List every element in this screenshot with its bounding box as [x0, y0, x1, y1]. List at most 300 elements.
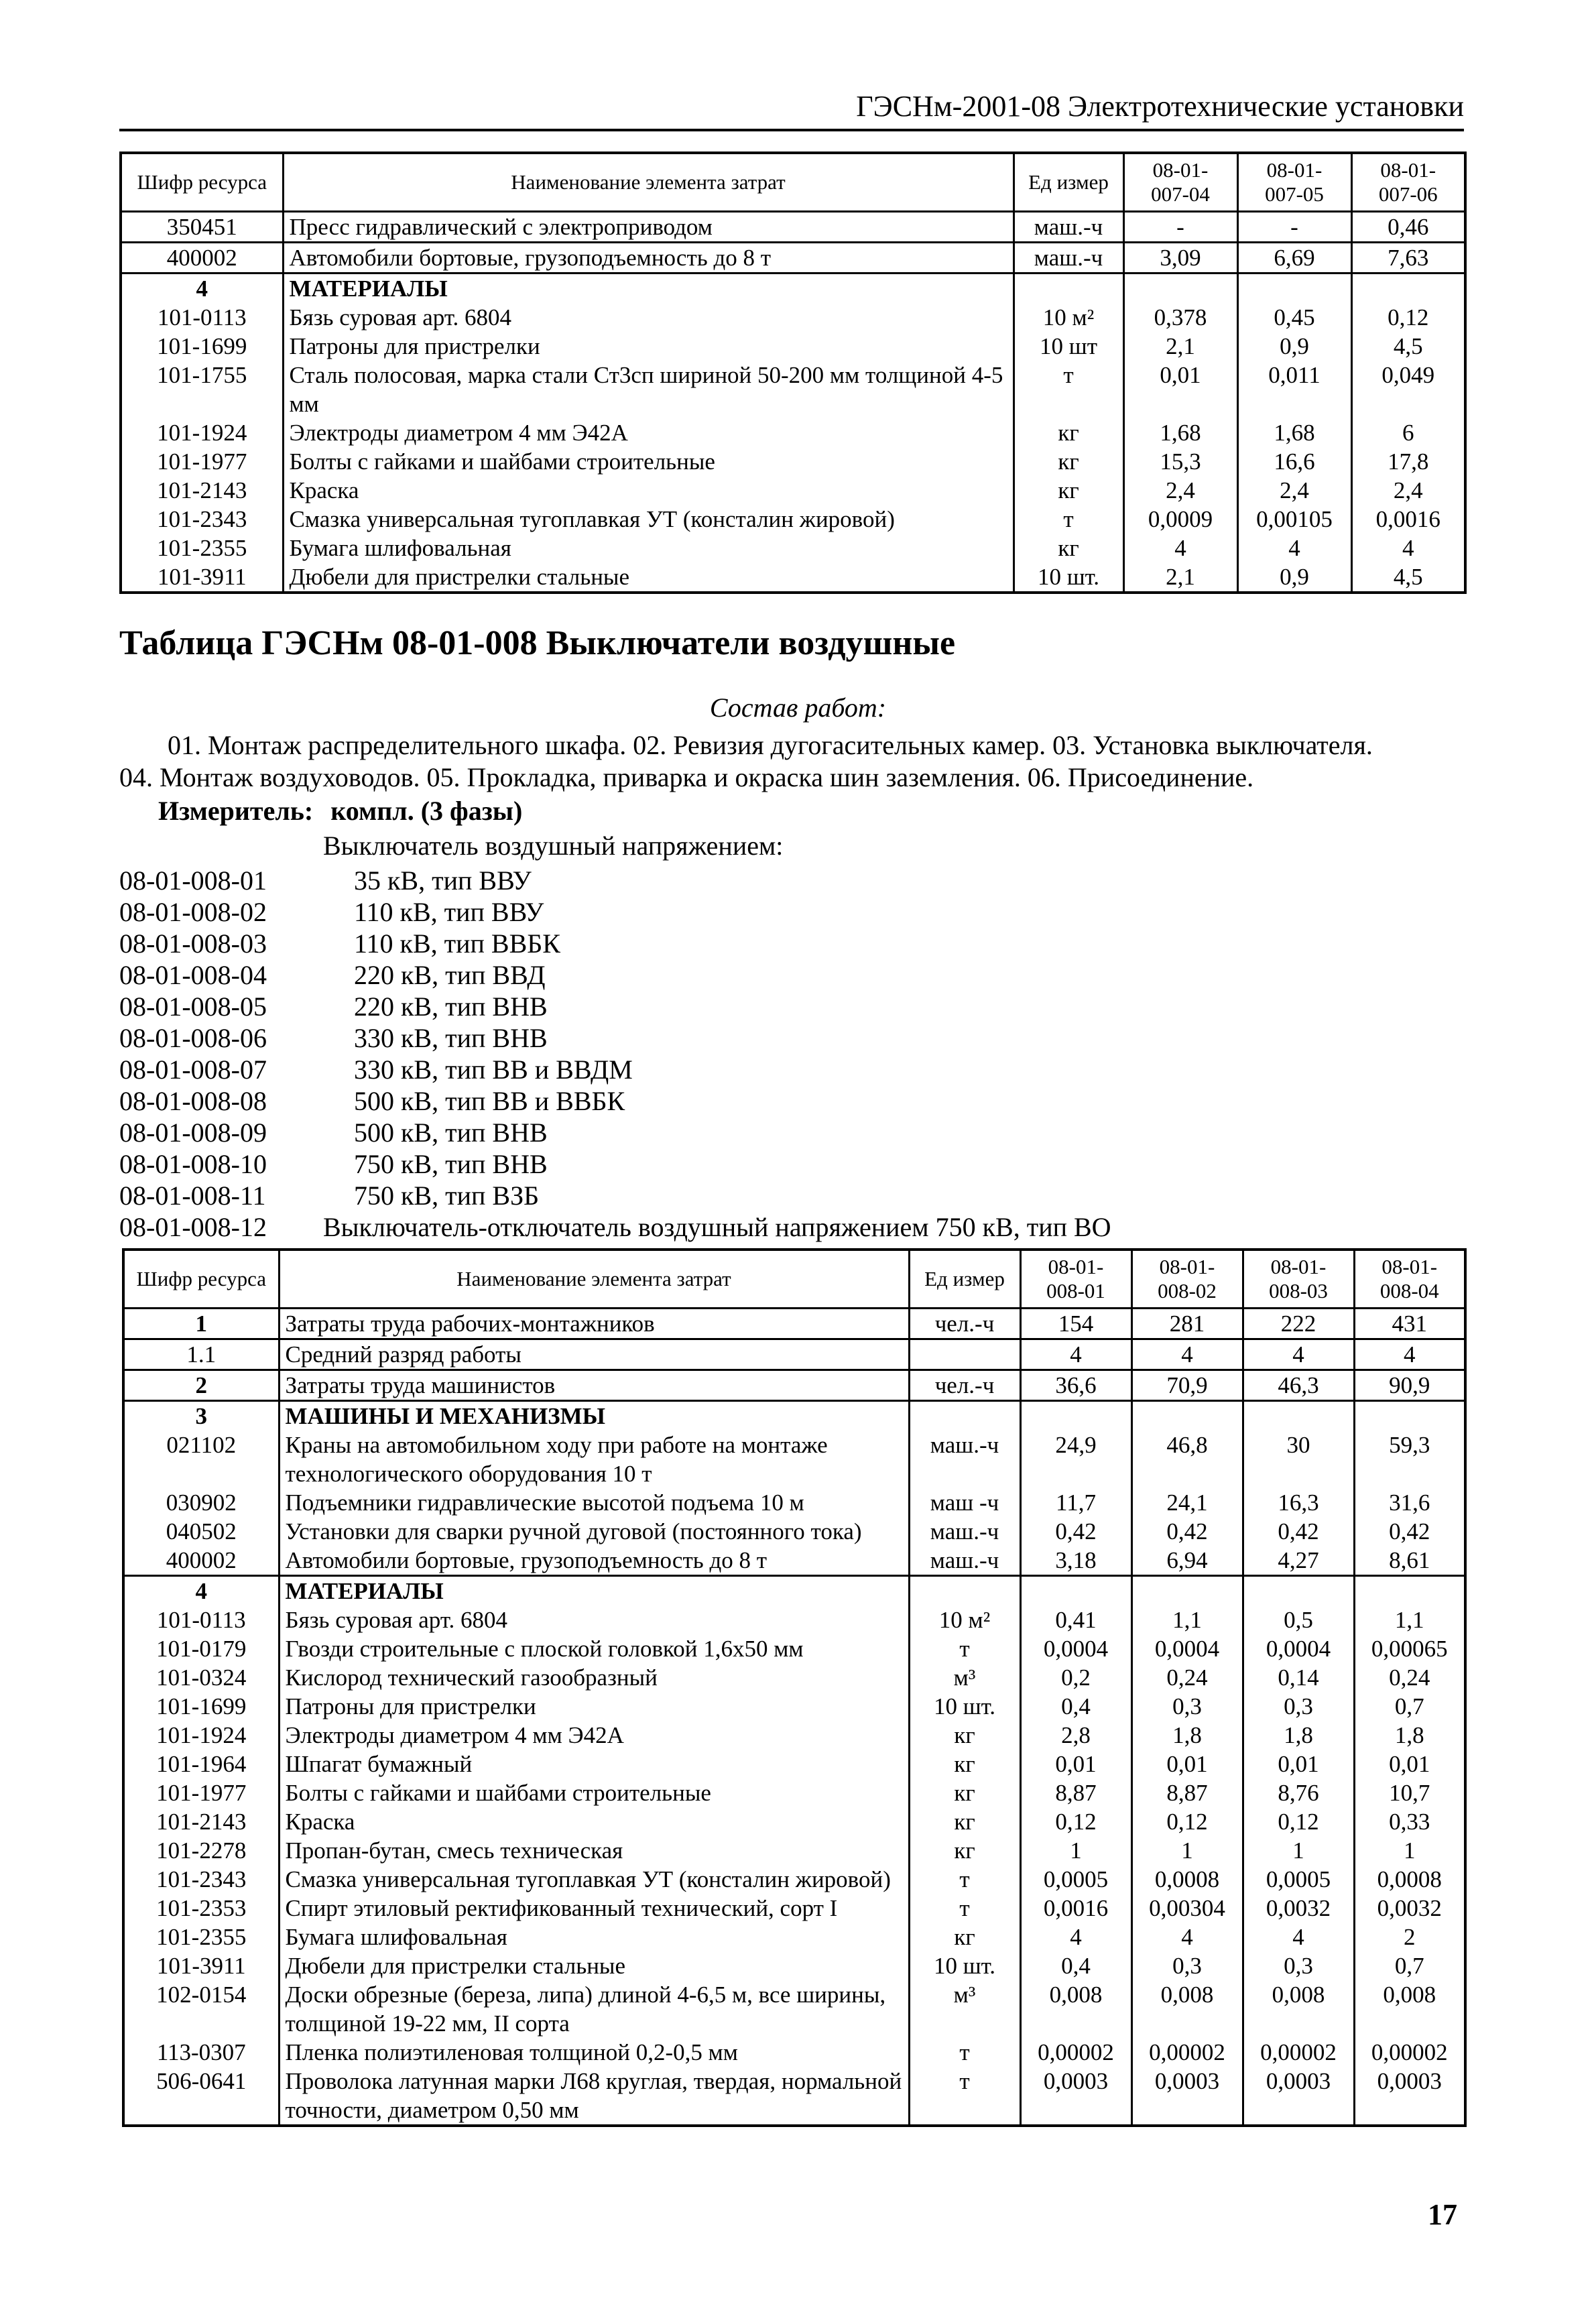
resource-code: 3 — [123, 1401, 279, 1431]
unit-cell: кг — [909, 1778, 1020, 1807]
value-cell — [1351, 274, 1465, 304]
value-cell: 0,9 — [1237, 562, 1351, 593]
cost-item-name: Проволока латунная марки Л68 круглая, твердая, нормальной точности, диаметром 0,50 мм — [279, 2067, 909, 2126]
table-row — [123, 1431, 1465, 1488]
cost-item-name: Подъемники гидравлические высотой подъема 10 м — [279, 1488, 909, 1517]
unit-cell — [909, 1339, 1020, 1370]
table-row — [123, 1692, 1465, 1721]
resource-code: 030902 — [123, 1488, 279, 1517]
cost-item-name: Пропан-бутан, смесь техническая — [279, 1836, 909, 1865]
column-header: Наименование элемента затрат — [283, 153, 1014, 212]
section-heading: МАТЕРИАЛЫ — [279, 1576, 909, 1606]
value-cell: 6,69 — [1237, 243, 1351, 274]
variant-row — [119, 1022, 1326, 1054]
value-cell: 0,0032 — [1354, 1894, 1465, 1923]
variant-description: 330 кВ, тип ВВ и ВВДМ — [354, 1054, 633, 1085]
value-cell: 0,0004 — [1131, 1634, 1243, 1663]
cost-item-name: Пресс гидравлический с электроприводом — [283, 212, 1014, 243]
value-cell: 0,24 — [1131, 1663, 1243, 1692]
unit-cell: т — [909, 1894, 1020, 1923]
table-row — [123, 1309, 1465, 1339]
value-cell: 3,18 — [1020, 1546, 1131, 1576]
value-cell: 0,01 — [1354, 1750, 1465, 1778]
value-cell: 90,9 — [1354, 1370, 1465, 1401]
value-cell — [1243, 1401, 1354, 1431]
section-title: Таблица ГЭСНм 08-01-008 Выключатели воздушные — [119, 624, 956, 662]
value-cell — [1123, 274, 1237, 304]
work-composition-text: 01. Монтаж распределительного шкафа. 02. Ревизия дугогасительных камер. 03. Установка выключателя. — [168, 730, 1373, 760]
value-cell: 8,87 — [1131, 1778, 1243, 1807]
value-cell: 0,008 — [1020, 1980, 1131, 2038]
value-cell: 2,4 — [1351, 476, 1465, 505]
resource-code: 101-2143 — [123, 1807, 279, 1836]
resource-code: 101-1699 — [121, 332, 283, 361]
value-cell: 281 — [1131, 1309, 1243, 1339]
table-header-row — [121, 153, 1465, 212]
value-cell: 0,049 — [1351, 361, 1465, 418]
variant-row — [119, 1211, 1326, 1244]
variant-description: 750 кВ, тип ВНВ — [354, 1149, 548, 1179]
variant-row — [119, 896, 1326, 928]
table-row — [121, 476, 1465, 505]
value-cell: 0,14 — [1243, 1663, 1354, 1692]
unit-cell: 10 м² — [909, 1606, 1020, 1634]
table-row — [123, 1663, 1465, 1692]
meter-label: Измеритель: — [158, 796, 314, 826]
value-cell: 2,4 — [1123, 476, 1237, 505]
value-cell: 0,41 — [1020, 1606, 1131, 1634]
table-row — [123, 1951, 1465, 1980]
variant-description: 110 кВ, тип ВВБК — [354, 928, 560, 959]
resource-code: 101-1699 — [123, 1692, 279, 1721]
work-composition-text: 04. Монтаж воздуховодов. 05. Прокладка, приварка и окраска шин заземления. 06. Присоединение. — [119, 762, 1254, 792]
value-cell: 1 — [1020, 1836, 1131, 1865]
column-header: 08-01- 008-01 — [1020, 1250, 1131, 1309]
table-row — [121, 505, 1465, 534]
cost-item-name: Электроды диаметром 4 мм Э42А — [279, 1721, 909, 1750]
value-cell: 1 — [1243, 1836, 1354, 1865]
resource-code: 101-2355 — [123, 1923, 279, 1951]
resource-code: 4 — [121, 274, 283, 304]
unit-cell: кг — [909, 1807, 1020, 1836]
value-cell: 222 — [1243, 1309, 1354, 1339]
table-row — [121, 534, 1465, 562]
resource-code: 2 — [123, 1370, 279, 1401]
unit-cell: маш.-ч — [909, 1431, 1020, 1488]
value-cell: 1 — [1131, 1836, 1243, 1865]
table-row — [123, 1923, 1465, 1951]
value-cell: 0,12 — [1020, 1807, 1131, 1836]
resource-code: 101-1964 — [123, 1750, 279, 1778]
value-cell: 0,3 — [1243, 1951, 1354, 1980]
variant-row — [119, 1180, 1326, 1212]
value-cell: 59,3 — [1354, 1431, 1465, 1488]
value-cell: 30 — [1243, 1431, 1354, 1488]
value-cell: 0,00065 — [1354, 1634, 1465, 1663]
table-row — [121, 243, 1465, 274]
resource-code: 101-2343 — [121, 505, 283, 534]
unit-cell: маш.-ч — [909, 1546, 1020, 1576]
cost-item-name: Краска — [279, 1807, 909, 1836]
table-row — [123, 1370, 1465, 1401]
running-header-text: ГЭСНм-2001-08 Электротехнические установки — [856, 90, 1464, 123]
value-cell: 4 — [1354, 1339, 1465, 1370]
work-composition-title: Состав работ: — [709, 692, 887, 723]
unit-cell: кг — [1014, 476, 1123, 505]
unit-cell — [1014, 274, 1123, 304]
column-header: Наименование элемента затрат — [279, 1250, 909, 1309]
value-cell: 0,5 — [1243, 1606, 1354, 1634]
resource-code: 101-2278 — [123, 1836, 279, 1865]
table-row — [121, 274, 1465, 304]
value-cell: 0,0004 — [1020, 1634, 1131, 1663]
unit-cell: маш.-ч — [1014, 212, 1123, 243]
value-cell: 16,6 — [1237, 447, 1351, 476]
variant-code: 08-01-008-02 — [119, 897, 267, 927]
value-cell: 431 — [1354, 1309, 1465, 1339]
meter-value: компл. (3 фазы) — [330, 796, 523, 826]
value-cell: 24,1 — [1131, 1488, 1243, 1517]
value-cell: 0,24 — [1354, 1663, 1465, 1692]
cost-item-name: Шпагат бумажный — [279, 1750, 909, 1778]
variant-row — [119, 991, 1326, 1023]
value-cell: 4 — [1123, 534, 1237, 562]
resource-code: 101-0113 — [123, 1606, 279, 1634]
resource-code: 101-1977 — [121, 447, 283, 476]
resource-code: 101-2343 — [123, 1865, 279, 1894]
table-row — [123, 1836, 1465, 1865]
resource-code: 102-0154 — [123, 1980, 279, 2038]
table-row — [121, 562, 1465, 593]
column-header: Ед измер — [909, 1250, 1020, 1309]
value-cell — [1237, 274, 1351, 304]
resource-code: 040502 — [123, 1517, 279, 1546]
column-header: 08-01- 007-06 — [1351, 153, 1465, 212]
cost-item-name: Кислород технический газообразный — [279, 1663, 909, 1692]
variant-description: 220 кВ, тип ВНВ — [354, 991, 548, 1022]
column-header: Шифр ресурса — [123, 1250, 279, 1309]
resource-code: 400002 — [123, 1546, 279, 1576]
unit-cell: т — [909, 1865, 1020, 1894]
value-cell: 4 — [1131, 1923, 1243, 1951]
value-cell: 1,8 — [1131, 1721, 1243, 1750]
variant-row — [119, 1054, 1326, 1086]
variant-row — [119, 959, 1326, 991]
meter-line — [158, 795, 522, 827]
value-cell: 1,8 — [1243, 1721, 1354, 1750]
variant-code: 08-01-008-11 — [119, 1180, 266, 1211]
unit-cell: т — [1014, 505, 1123, 534]
cost-item-name: Бязь суровая арт. 6804 — [279, 1606, 909, 1634]
table-row — [123, 1606, 1465, 1634]
value-cell: 1,68 — [1237, 418, 1351, 447]
value-cell: 0,0003 — [1354, 2067, 1465, 2126]
value-cell — [1131, 1401, 1243, 1431]
cost-item-name: Средний разряд работы — [279, 1339, 909, 1370]
unit-cell: чел.-ч — [909, 1370, 1020, 1401]
column-header: 08-01- 007-04 — [1123, 153, 1237, 212]
value-cell: 46,3 — [1243, 1370, 1354, 1401]
value-cell: 0,008 — [1131, 1980, 1243, 2038]
unit-cell: т — [909, 2038, 1020, 2067]
table-row — [123, 1634, 1465, 1663]
value-cell: 0,01 — [1131, 1750, 1243, 1778]
value-cell: 0,00002 — [1354, 2038, 1465, 2067]
table-row — [123, 1401, 1465, 1431]
value-cell: 24,9 — [1020, 1431, 1131, 1488]
column-header: 08-01- 008-03 — [1243, 1250, 1354, 1309]
value-cell: 2,4 — [1237, 476, 1351, 505]
value-cell: 0,0016 — [1020, 1894, 1131, 1923]
value-cell: 0,12 — [1351, 303, 1465, 332]
value-cell: 154 — [1020, 1309, 1131, 1339]
resource-code: 4 — [123, 1576, 279, 1606]
resource-code: 101-3911 — [123, 1951, 279, 1980]
unit-cell: т — [909, 2067, 1020, 2126]
value-cell: 0,0009 — [1123, 505, 1237, 534]
value-cell: 0,0003 — [1243, 2067, 1354, 2126]
cost-item-name: Бумага шлифовальная — [279, 1923, 909, 1951]
unit-cell: кг — [909, 1750, 1020, 1778]
cost-item-name: Бумага шлифовальная — [283, 534, 1014, 562]
resource-code: 101-2355 — [121, 534, 283, 562]
value-cell: 0,0005 — [1243, 1865, 1354, 1894]
table-row — [123, 1721, 1465, 1750]
value-cell — [1243, 1576, 1354, 1606]
unit-cell: маш -ч — [909, 1488, 1020, 1517]
cost-item-name: Краска — [283, 476, 1014, 505]
unit-cell: кг — [1014, 534, 1123, 562]
value-cell: 0,0008 — [1131, 1865, 1243, 1894]
value-cell: 0,3 — [1131, 1692, 1243, 1721]
value-cell: 31,6 — [1354, 1488, 1465, 1517]
value-cell: 0,42 — [1243, 1517, 1354, 1546]
value-cell: 0,01 — [1020, 1750, 1131, 1778]
value-cell: 4 — [1237, 534, 1351, 562]
variant-code: 08-01-008-12 — [119, 1212, 267, 1242]
unit-cell: 10 шт. — [909, 1951, 1020, 1980]
value-cell: 0,46 — [1351, 212, 1465, 243]
value-cell: 11,7 — [1020, 1488, 1131, 1517]
table-row — [123, 1546, 1465, 1576]
table-row — [123, 1488, 1465, 1517]
column-header: 08-01- 008-02 — [1131, 1250, 1243, 1309]
resource-code: 101-0113 — [121, 303, 283, 332]
variants-heading: Выключатель воздушный напряжением: — [323, 831, 784, 861]
variant-code: 08-01-008-01 — [119, 865, 267, 896]
value-cell — [1131, 1576, 1243, 1606]
cost-item-name: Дюбели для пристрелки стальные — [279, 1951, 909, 1980]
value-cell: 1,68 — [1123, 418, 1237, 447]
value-cell: 70,9 — [1131, 1370, 1243, 1401]
value-cell: 0,0003 — [1020, 2067, 1131, 2126]
value-cell: 1,1 — [1131, 1606, 1243, 1634]
value-cell: 1,1 — [1354, 1606, 1465, 1634]
unit-cell: 10 шт — [1014, 332, 1123, 361]
cost-item-name: Затраты труда машинистов — [279, 1370, 909, 1401]
resource-code: 101-2353 — [123, 1894, 279, 1923]
value-cell: 0,7 — [1354, 1692, 1465, 1721]
value-cell: - — [1123, 212, 1237, 243]
value-cell: 0,008 — [1354, 1980, 1465, 2038]
resource-code: 506-0641 — [123, 2067, 279, 2126]
value-cell: 0,0032 — [1243, 1894, 1354, 1923]
table-row — [121, 447, 1465, 476]
resource-code: 101-0179 — [123, 1634, 279, 1663]
table-row — [123, 1517, 1465, 1546]
cost-item-name: Затраты труда рабочих-монтажников — [279, 1309, 909, 1339]
value-cell — [1020, 1576, 1131, 1606]
resource-code: 101-1977 — [123, 1778, 279, 1807]
value-cell: 0,12 — [1243, 1807, 1354, 1836]
unit-cell: маш.-ч — [1014, 243, 1123, 274]
value-cell: 4 — [1351, 534, 1465, 562]
value-cell — [1354, 1401, 1465, 1431]
value-cell: 2,1 — [1123, 332, 1237, 361]
value-cell: 3,09 — [1123, 243, 1237, 274]
table-row — [123, 1750, 1465, 1778]
value-cell: 0,0016 — [1351, 505, 1465, 534]
value-cell: 0,00002 — [1131, 2038, 1243, 2067]
unit-cell: кг — [909, 1836, 1020, 1865]
cost-item-name: Бязь суровая арт. 6804 — [283, 303, 1014, 332]
table-row — [121, 212, 1465, 243]
table-row — [123, 1576, 1465, 1606]
resource-code: 1 — [123, 1309, 279, 1339]
value-cell: 0,4 — [1020, 1692, 1131, 1721]
table-row — [123, 1778, 1465, 1807]
cost-item-name: Смазка универсальная тугоплавкая УТ (консталин жировой) — [279, 1865, 909, 1894]
unit-cell: кг — [909, 1721, 1020, 1750]
resource-code: 101-1924 — [123, 1721, 279, 1750]
value-cell: 0,378 — [1123, 303, 1237, 332]
variant-row — [119, 1148, 1326, 1180]
value-cell: 4 — [1243, 1339, 1354, 1370]
value-cell: 17,8 — [1351, 447, 1465, 476]
value-cell: 0,0005 — [1020, 1865, 1131, 1894]
value-cell: 10,7 — [1354, 1778, 1465, 1807]
variant-description: 35 кВ, тип ВВУ — [354, 865, 532, 896]
cost-item-name: Гвозди строительные с плоской головкой 1,6х50 мм — [279, 1634, 909, 1663]
resource-code: 021102 — [123, 1431, 279, 1488]
value-cell: 0,01 — [1123, 361, 1237, 418]
value-cell: 0,3 — [1131, 1951, 1243, 1980]
column-header: Шифр ресурса — [121, 153, 283, 212]
value-cell: 2,8 — [1020, 1721, 1131, 1750]
unit-cell — [909, 1576, 1020, 1606]
cost-item-name: Дюбели для пристрелки стальные — [283, 562, 1014, 593]
value-cell: 6 — [1351, 418, 1465, 447]
table-row — [123, 2038, 1465, 2067]
value-cell: 6,94 — [1131, 1546, 1243, 1576]
variant-code: 08-01-008-10 — [119, 1149, 267, 1179]
value-cell: 0,45 — [1237, 303, 1351, 332]
value-cell: 1,8 — [1354, 1721, 1465, 1750]
variant-description: 220 кВ, тип ВВД — [354, 960, 546, 990]
table-row — [123, 1339, 1465, 1370]
cost-item-name: Болты с гайками и шайбами строительные — [279, 1778, 909, 1807]
unit-cell: т — [1014, 361, 1123, 418]
variant-description: 500 кВ, тип ВВ и ВВБК — [354, 1086, 625, 1116]
resource-code: 400002 — [121, 243, 283, 274]
variant-row — [119, 928, 1326, 960]
cost-item-name: Спирт этиловый ректификованный технический, сорт I — [279, 1894, 909, 1923]
unit-cell: маш.-ч — [909, 1517, 1020, 1546]
resource-table-007 — [119, 152, 1467, 594]
value-cell: 0,0008 — [1354, 1865, 1465, 1894]
resource-code: 101-0324 — [123, 1663, 279, 1692]
value-cell: 46,8 — [1131, 1431, 1243, 1488]
value-cell: 8,76 — [1243, 1778, 1354, 1807]
cost-item-name: Болты с гайками и шайбами строительные — [283, 447, 1014, 476]
resource-code: 113-0307 — [123, 2038, 279, 2067]
unit-cell — [909, 1401, 1020, 1431]
value-cell: 7,63 — [1351, 243, 1465, 274]
table-row — [123, 1865, 1465, 1894]
variant-code: 08-01-008-09 — [119, 1117, 267, 1148]
running-header — [119, 86, 1464, 131]
resource-code: 1.1 — [123, 1339, 279, 1370]
value-cell: 0,7 — [1354, 1951, 1465, 1980]
value-cell: 0,42 — [1020, 1517, 1131, 1546]
table-row — [123, 1807, 1465, 1836]
value-cell: 0,01 — [1243, 1750, 1354, 1778]
value-cell: 0,00304 — [1131, 1894, 1243, 1923]
variant-row — [119, 865, 1326, 897]
value-cell: 0,011 — [1237, 361, 1351, 418]
table-row — [123, 1894, 1465, 1923]
table-row — [123, 2067, 1465, 2126]
unit-cell: кг — [1014, 447, 1123, 476]
unit-cell: 10 шт. — [1014, 562, 1123, 593]
value-cell: 8,61 — [1354, 1546, 1465, 1576]
column-header: 08-01- 008-04 — [1354, 1250, 1465, 1309]
variant-code: 08-01-008-08 — [119, 1086, 267, 1116]
variant-code: 08-01-008-03 — [119, 928, 267, 959]
value-cell: 2 — [1354, 1923, 1465, 1951]
cost-item-name: Сталь полосовая, марка стали Ст3сп шириной 50-200 мм толщиной 4-5 мм — [283, 361, 1014, 418]
variant-description: 750 кВ, тип ВЗБ — [354, 1180, 540, 1211]
variant-description: 330 кВ, тип ВНВ — [354, 1023, 548, 1053]
cost-item-name: Пленка полиэтиленовая толщиной 0,2-0,5 мм — [279, 2038, 909, 2067]
value-cell: 4 — [1243, 1923, 1354, 1951]
value-cell — [1354, 1576, 1465, 1606]
page-number: 17 — [1428, 2198, 1457, 2231]
value-cell: 0,0003 — [1131, 2067, 1243, 2126]
value-cell: 4 — [1020, 1923, 1131, 1951]
cost-item-name: Краны на автомобильном ходу при работе на монтаже технологического оборудования 10 т — [279, 1431, 909, 1488]
value-cell: 0,00002 — [1243, 2038, 1354, 2067]
variant-row — [119, 1117, 1326, 1149]
value-cell: 0,00002 — [1020, 2038, 1131, 2067]
resource-code: 101-1755 — [121, 361, 283, 418]
value-cell: 0,0004 — [1243, 1634, 1354, 1663]
value-cell — [1020, 1401, 1131, 1431]
variant-code: 08-01-008-06 — [119, 1023, 267, 1053]
resource-code: 101-1924 — [121, 418, 283, 447]
value-cell: 0,42 — [1131, 1517, 1243, 1546]
resource-code: 101-3911 — [121, 562, 283, 593]
unit-cell: м³ — [909, 1663, 1020, 1692]
section-heading: МАТЕРИАЛЫ — [283, 274, 1014, 304]
unit-cell: м³ — [909, 1980, 1020, 2038]
value-cell: 4 — [1020, 1339, 1131, 1370]
unit-cell: 10 м² — [1014, 303, 1123, 332]
value-cell: 0,2 — [1020, 1663, 1131, 1692]
table-header-row — [123, 1250, 1465, 1309]
cost-item-name: Смазка универсальная тугоплавкая УТ (консталин жировой) — [283, 505, 1014, 534]
table-row — [121, 303, 1465, 332]
